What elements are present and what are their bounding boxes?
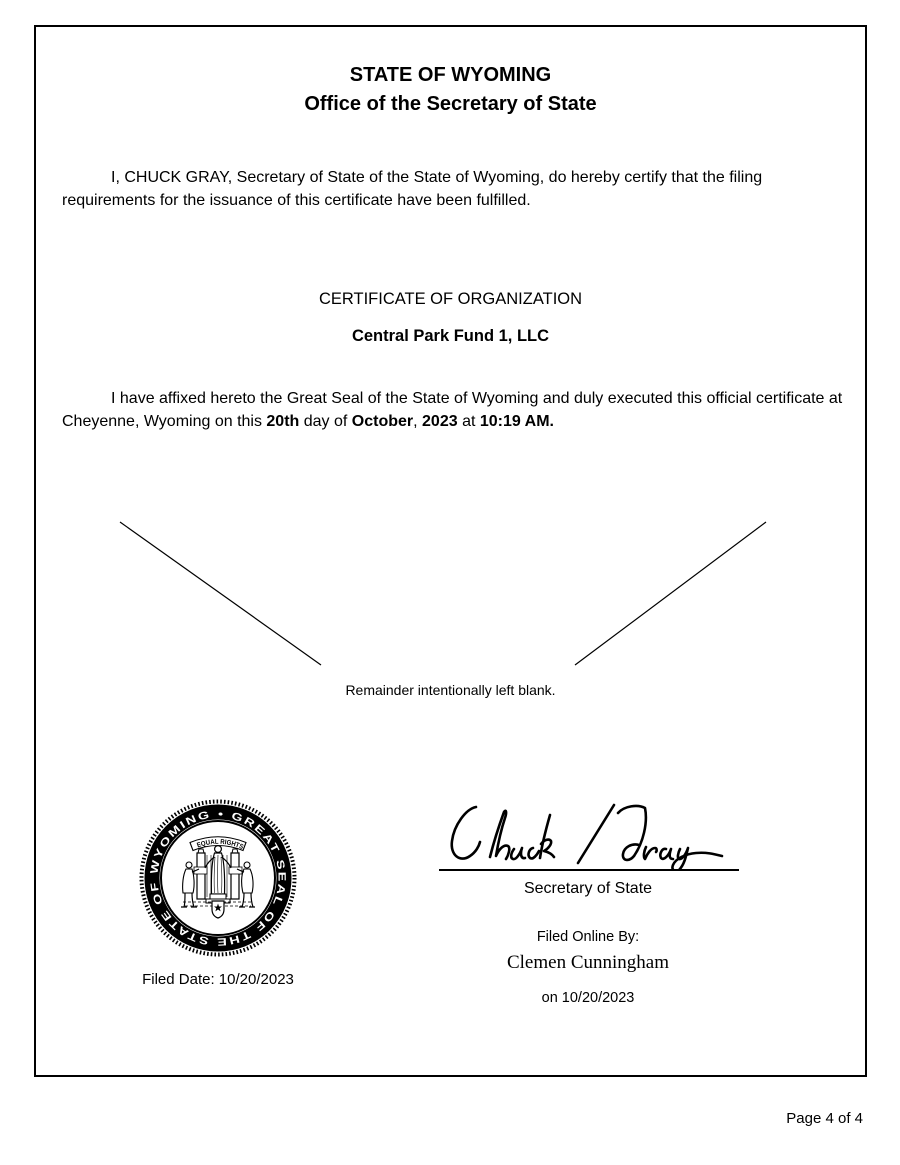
office-subtitle: Office of the Secretary of State xyxy=(304,93,597,115)
filed-date: Filed Date: 10/20/2023 xyxy=(142,971,294,988)
signature-line xyxy=(439,869,739,871)
filer-name: Clemen Cunningham xyxy=(506,952,669,973)
right-pillar xyxy=(231,853,239,899)
right-figure-head xyxy=(244,862,250,868)
signature-strokes xyxy=(452,805,722,871)
certification-paragraph: I, CHUCK GRAY, Secretary of State of the State of Wyoming, do hereby certify that the filing requirements for the issuance of this certificate have been fulfilled. xyxy=(62,169,763,209)
central-figure-head xyxy=(215,846,222,853)
wyoming-great-seal xyxy=(137,797,299,959)
entity-name: Central Park Fund 1, LLC xyxy=(351,327,550,345)
left-figure-body xyxy=(183,869,194,893)
seal-rim-text: • GREAT SEAL OF THE STATE OF WYOMING xyxy=(148,808,288,948)
right-figure-body xyxy=(242,869,253,893)
execution-month: October xyxy=(351,412,414,430)
signer-title: Secretary of State xyxy=(523,880,653,897)
execution-day: 20th xyxy=(266,412,300,430)
filed-on-date: on 10/20/2023 xyxy=(541,990,635,1006)
execution-text-3: , xyxy=(413,412,423,430)
filed-online-label: Filed Online By: xyxy=(536,929,640,945)
left-pillar xyxy=(197,853,205,899)
execution-text-4: at xyxy=(457,412,480,430)
page-number: Page 4 of 4 xyxy=(786,1110,863,1127)
execution-time: 10:19 AM. xyxy=(479,412,554,430)
pedestal-top xyxy=(210,894,226,899)
document-header xyxy=(34,61,867,119)
left-figure-head xyxy=(186,862,192,868)
certificate-type-heading: CERTIFICATE OF ORGANIZATION xyxy=(318,290,583,308)
execution-paragraph xyxy=(62,388,844,433)
state-title: STATE OF WYOMING xyxy=(349,64,552,86)
chuck-gray-signature xyxy=(438,799,758,871)
equal-rights-text: EQUAL RIGHTS xyxy=(196,838,245,852)
blank-remainder-note: Remainder intentionally left blank. xyxy=(345,682,556,698)
execution-text-2: day of xyxy=(299,412,352,430)
execution-year: 2023 xyxy=(422,412,458,430)
execution-text-1: I have affixed hereto the Great Seal of the State of Wyoming and duly executed this official certificate at Cheyenne, Wyoming on this xyxy=(62,390,843,430)
